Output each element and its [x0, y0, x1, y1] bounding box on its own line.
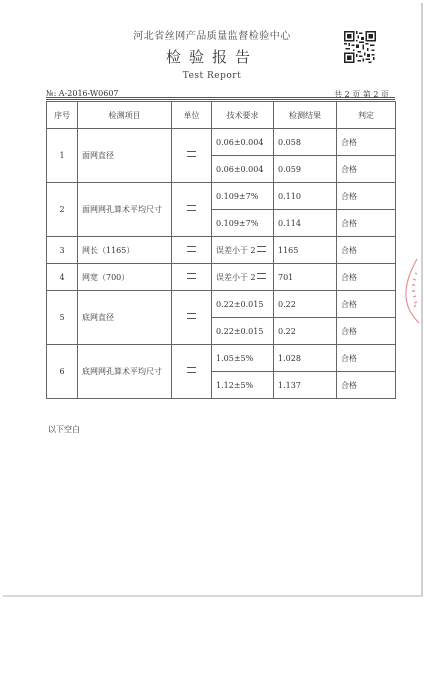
requirement-cell — [212, 291, 274, 318]
requirement-cell — [212, 156, 274, 183]
table-header-row — [47, 102, 396, 129]
verdict-cell: 合格 — [337, 345, 396, 372]
result-cell: 0.058 — [274, 129, 337, 156]
verdict-cell: 合格 — [337, 129, 396, 156]
page-info: 共 2 页 第 2 页 — [334, 90, 389, 99]
requirement-text: 0.109±7% — [216, 218, 259, 228]
requirement-cell — [212, 237, 274, 264]
requirement-cell — [212, 210, 274, 237]
verdict-cell: 合格 — [337, 318, 396, 345]
verdict-cell: 合格 — [337, 237, 396, 264]
verdict-cell: 合格 — [337, 183, 396, 210]
table-row — [47, 129, 396, 156]
mm-unit-icon — [187, 151, 196, 157]
row-number: 1 — [47, 129, 78, 183]
col-header-no: 序号 — [47, 102, 78, 129]
table-row — [47, 183, 396, 210]
report-page — [3, 3, 423, 597]
mm-unit-icon — [187, 246, 196, 252]
mm-unit-icon — [257, 246, 266, 252]
result-cell: 0.22 — [274, 291, 337, 318]
qr-code-icon — [344, 31, 376, 63]
result-cell: 0.22 — [274, 318, 337, 345]
results-table — [46, 101, 396, 399]
result-cell: 1165 — [274, 237, 337, 264]
col-header-item: 检测项目 — [78, 102, 172, 129]
verdict-cell: 合格 — [337, 156, 396, 183]
col-header-requirement: 技术要求 — [212, 102, 274, 129]
unit-cell — [172, 345, 212, 399]
result-cell: 0.059 — [274, 156, 337, 183]
requirement-cell — [212, 345, 274, 372]
verdict-cell: 合格 — [337, 210, 396, 237]
requirement-text: 0.22±0.015 — [216, 299, 264, 309]
unit-cell — [172, 237, 212, 264]
mm-unit-icon — [187, 313, 196, 319]
seal-stamp — [401, 255, 421, 325]
footer-note: 以下空白 — [48, 425, 80, 434]
test-item: 网长（1165） — [78, 237, 172, 264]
test-item: 网宽（700） — [78, 264, 172, 291]
mm-unit-icon — [257, 273, 266, 279]
col-header-result: 检测结果 — [274, 102, 337, 129]
row-number: 6 — [47, 345, 78, 399]
result-cell: 1.028 — [274, 345, 337, 372]
table-body — [47, 129, 396, 399]
report-number: №: A-2016-W0607 — [46, 89, 119, 98]
table-row — [47, 237, 396, 264]
row-number: 3 — [47, 237, 78, 264]
requirement-cell — [212, 372, 274, 399]
row-number: 2 — [47, 183, 78, 237]
row-number: 4 — [47, 264, 78, 291]
table-row — [47, 291, 396, 318]
unit-cell — [172, 264, 212, 291]
requirement-text: 0.06±0.004 — [216, 137, 264, 147]
test-item: 底网网孔算术平均尺寸 — [78, 345, 172, 399]
requirement-text: 0.22±0.015 — [216, 326, 264, 336]
requirement-text: 误差小于 2 — [216, 245, 256, 255]
requirement-cell — [212, 264, 274, 291]
test-item: 底网直径 — [78, 291, 172, 345]
requirement-text: 0.109±7% — [216, 191, 259, 201]
verdict-cell: 合格 — [337, 372, 396, 399]
requirement-cell — [212, 129, 274, 156]
result-cell: 701 — [274, 264, 337, 291]
header-rule-thin — [46, 99, 395, 100]
table-row — [47, 345, 396, 372]
verdict-cell: 合格 — [337, 291, 396, 318]
test-item: 面网网孔算术平均尺寸 — [78, 183, 172, 237]
result-cell: 1.137 — [274, 372, 337, 399]
result-cell: 0.110 — [274, 183, 337, 210]
unit-cell — [172, 129, 212, 183]
institute-name: 河北省丝网产品质量监督检验中心 — [133, 31, 291, 42]
verdict-cell: 合格 — [337, 264, 396, 291]
requirement-text: 误差小于 2 — [216, 272, 256, 282]
table-row — [47, 264, 396, 291]
mm-unit-icon — [187, 205, 196, 211]
unit-cell — [172, 291, 212, 345]
report-subtitle: Test Report — [182, 71, 242, 81]
mm-unit-icon — [187, 367, 196, 373]
result-cell: 0.114 — [274, 210, 337, 237]
requirement-text: 1.05±5% — [216, 353, 254, 363]
requirement-text: 1.12±5% — [216, 380, 254, 390]
requirement-text: 0.06±0.004 — [216, 164, 264, 174]
requirement-cell — [212, 183, 274, 210]
col-header-verdict: 判定 — [337, 102, 396, 129]
mm-unit-icon — [187, 273, 196, 279]
test-item: 面网直径 — [78, 129, 172, 183]
requirement-cell — [212, 318, 274, 345]
header-rule — [46, 97, 395, 98]
row-number: 5 — [47, 291, 78, 345]
col-header-unit: 单位 — [172, 102, 212, 129]
unit-cell — [172, 183, 212, 237]
report-title: 检验报告 — [165, 48, 258, 66]
